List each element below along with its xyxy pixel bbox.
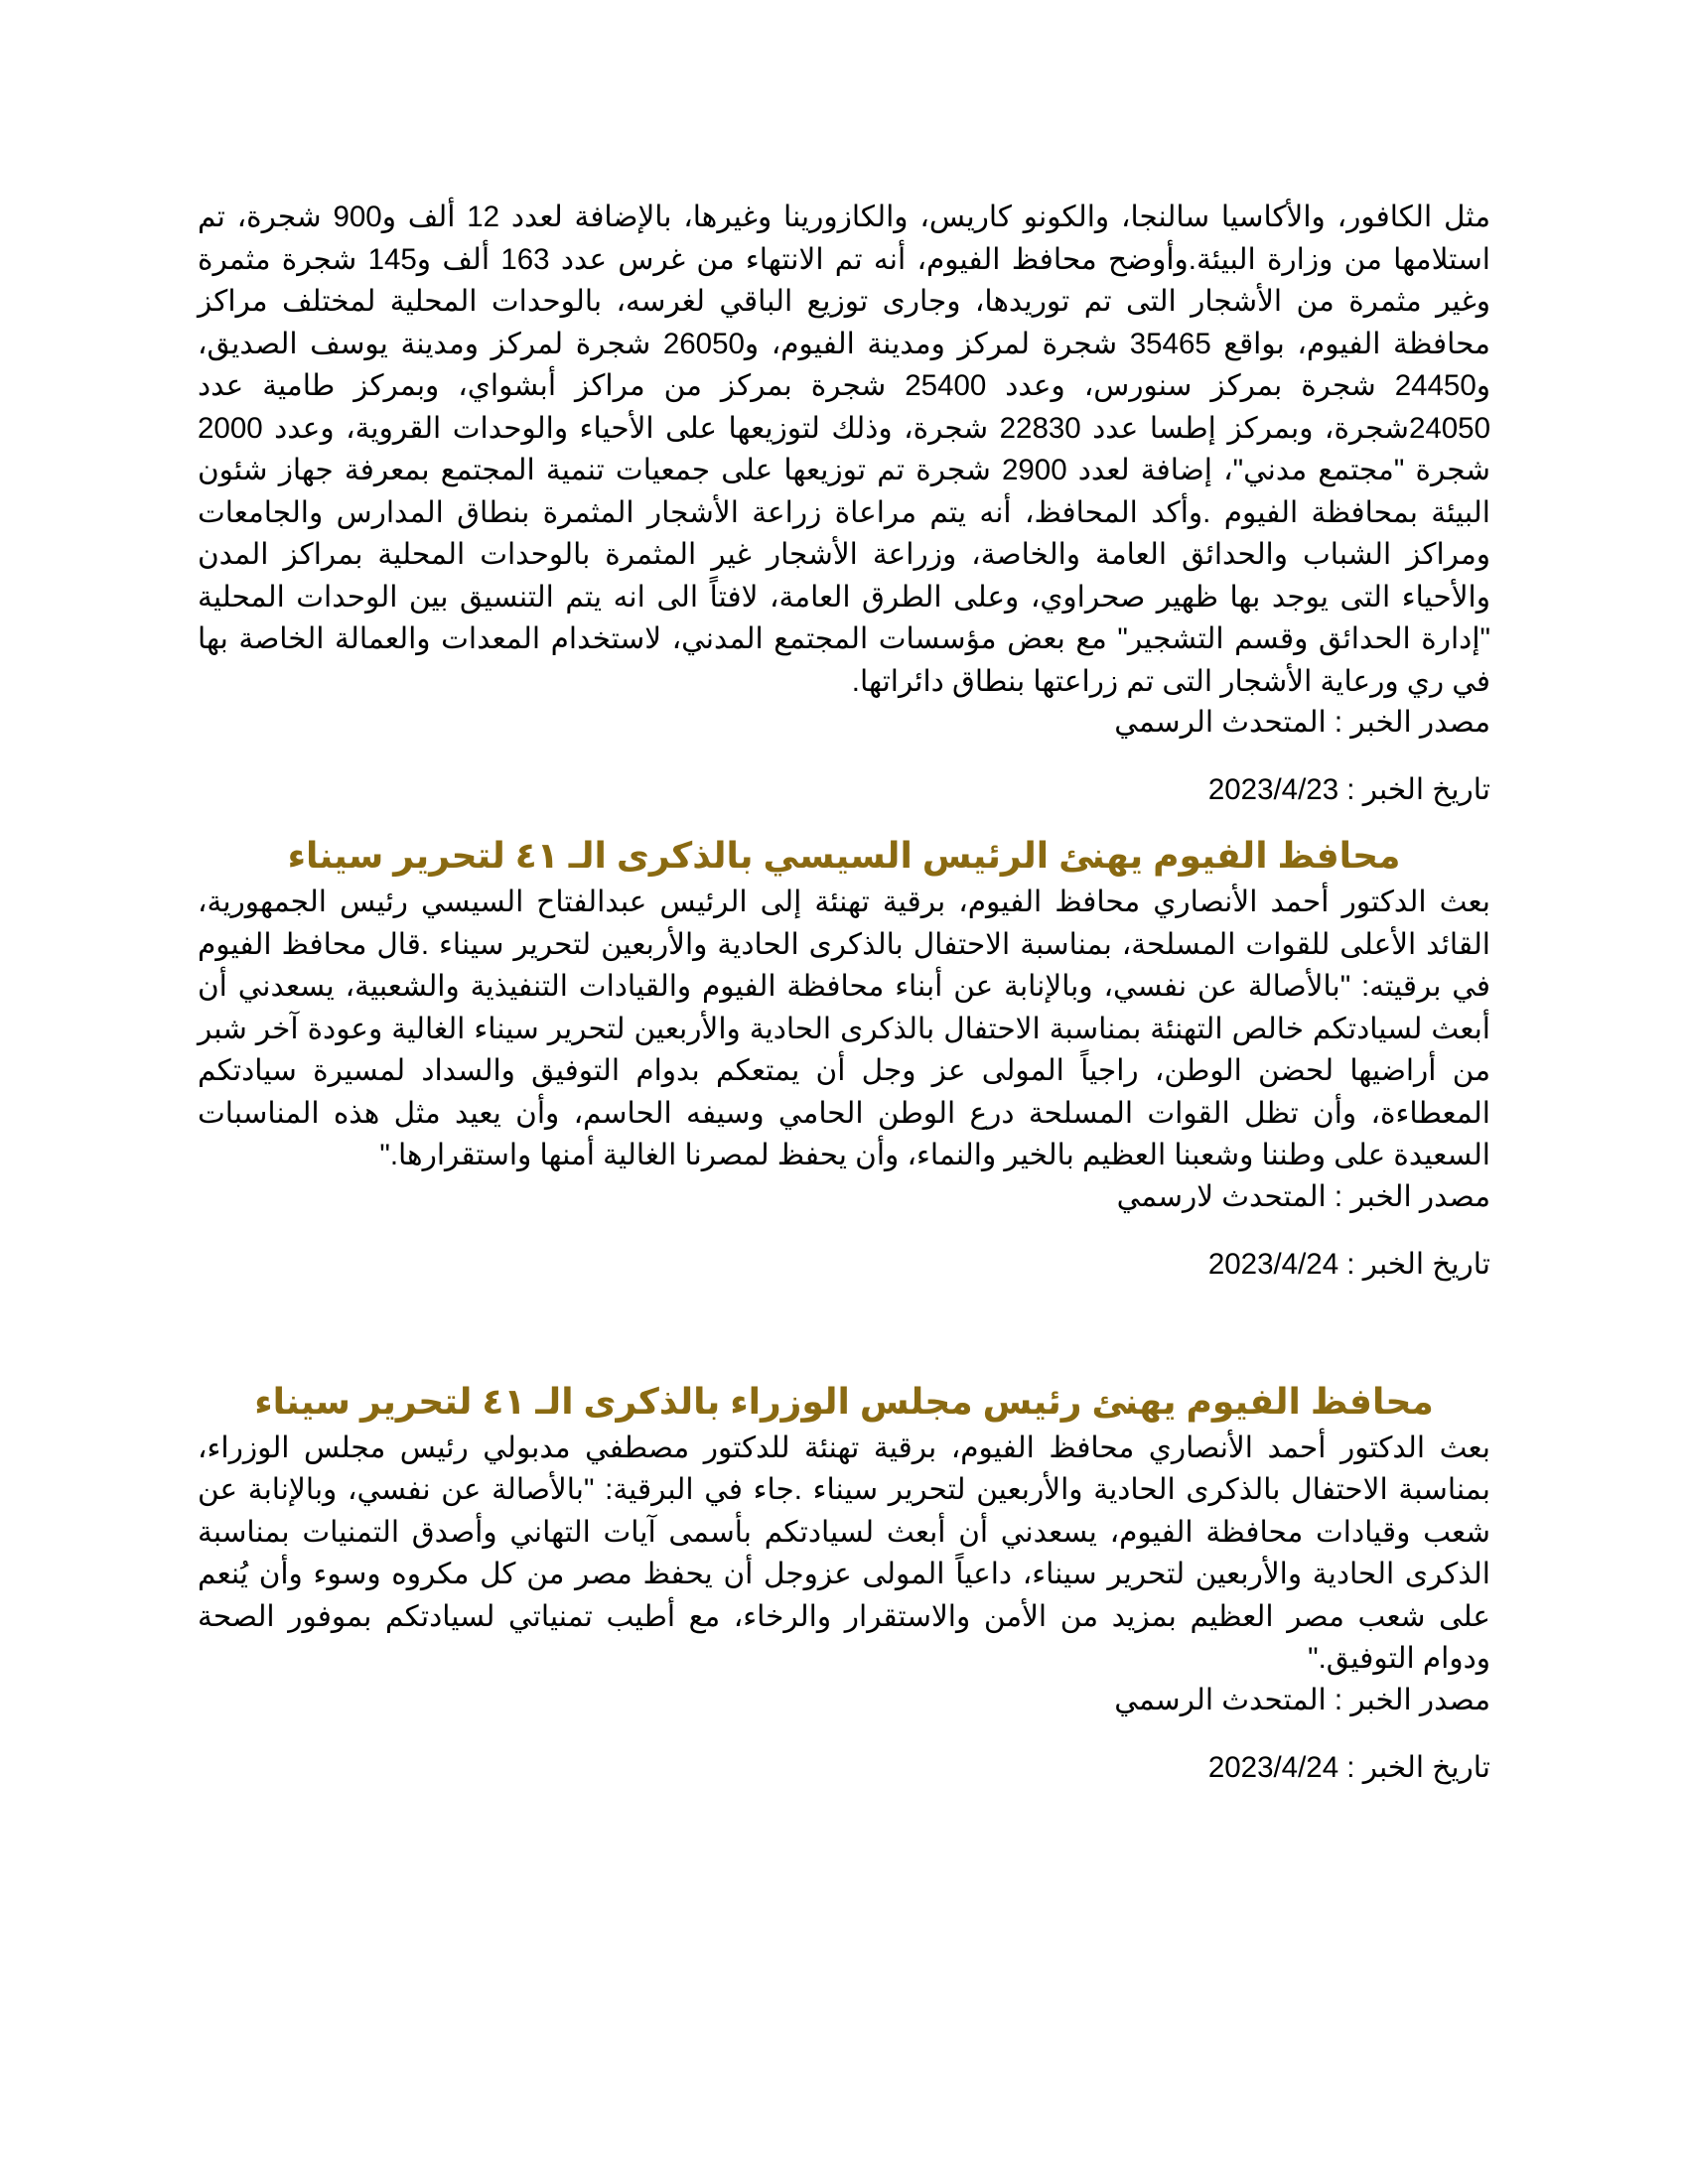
news-date: تاريخ الخبر : 2023/4/24 — [1207, 1247, 1490, 1281]
news-date: تاريخ الخبر : 2023/4/23 — [1207, 773, 1490, 806]
article-body: مثل الكافور، والأكاسيا سالنجا، والكونو كاريس، والكازورينا وغيرها، بالإضافة لعدد 12 ألف و900 شجرة، تم استلامها من وزارة البيئة.وأوضح محافظ الفيوم، أنه تم الانتهاء من غرس عدد 163 ألف و145 شجرة مثمرة وغير مثمرة من الأشجار التى تم توريدها، وجارى توزيع الباقي لغرسه، بالوحدات المحلية لمختلف مراكز محافظة الفيوم، بواقع 35465 شجرة لمركز ومدينة الفيوم، و26050 شجرة لمركز ومدينة يوسف الصديق، و24450 شجرة بمركز سنورس، وعدد 25400 شجرة بمركز من مراكز أبشواي، وبمركز طامية عدد 24050شجرة، وبمركز إطسا عدد 22830 شجرة، وذلك لتوزيعها على الأحياء والوحدات القروية، وعدد 2000 شجرة "مجتمع مدني"، إضافة لعدد 2900 شجرة تم توزيعها على جمعيات تنمية المجتمع بمعرفة جهاز شئون البيئة بمحافظة الفيوم .وأكد المحافظ، أنه يتم مراعاة زراعة الأشجار المثمرة بنطاق المدارس والجامعات ومراكز الشباب والحدائق العامة والخاصة، وزراعة الأشجار غير المثمرة بالوحدات المحلية بمراكز المدن والأحياء التى يوجد بها ظهير صحراوي، وعلى الطرق العامة، لافتاً الى انه يتم التنسيق بين الوحدات المحلية "إدارة الحدائق وقسم التشجير" مع بعض مؤسسات المجتمع المدني، لاستخدام المعدات والعمالة الخاصة بها في ري ورعاية الأشجار التى تم زراعتها بنطاق دائراتها. — [198, 201, 1491, 698]
article-headline: محافظ الفيوم يهنئ رئيس مجلس الوزراء بالذكرى الـ ٤١ لتحرير سيناء — [254, 1380, 1434, 1422]
news-source: مصدر الخبر : المتحدث الرسمي — [1114, 706, 1490, 739]
article-body: بعث الدكتور أحمد الأنصاري محافظ الفيوم، برقية تهنئة إلى الرئيس عبدالفتاح السيسي رئيس الجمهورية، القائد الأعلى للقوات المسلحة، بمناسبة الاحتفال بالذكرى الحادية والأربعين لتحرير سيناء .قال محافظ الفيوم في برقيته: "بالأصالة عن نفسي، وبالإنابة عن أبناء محافظة الفيوم والقيادات التنفيذية والشعبية، يسعدني أن أبعث لسيادتكم خالص التهنئة بمناسبة الاحتفال بالذكرى الحادية والأربعين لتحرير سيناء الغالية وعودة آخر شبر من أراضيها لحضن الوطن، راجياً المولى عز وجل أن يمتعكم بدوام التوفيق والسداد لمسيرة سيادتكم المعطاءة، وأن تظل القوات المسلحة درع الوطن الحامي وسيفه الحاسم، وأن يعيد مثل هذه المناسبات السعيدة على وطننا وشعبنا العظيم بالخير والنماء، وأن يحفظ لمصرنا الغالية أمنها واستقرارها." — [198, 886, 1490, 1171]
news-date: تاريخ الخبر : 2023/4/24 — [1207, 1750, 1490, 1784]
news-item-continuation — [198, 197, 1490, 810]
news-item — [198, 830, 1490, 1285]
news-source: مصدر الخبر : المتحدث لارسمي — [1116, 1179, 1490, 1213]
news-item — [198, 1376, 1490, 1788]
article-headline: محافظ الفيوم يهنئ الرئيس السيسي بالذكرى الـ ٤١ لتحرير سيناء — [287, 835, 1401, 876]
article-body: بعث الدكتور أحمد الأنصاري محافظ الفيوم، برقية تهنئة للدكتور مصطفي مدبولي رئيس مجلس الوزراء، بمناسبة الاحتفال بالذكرى الحادية والأربعين لتحرير سيناء .جاء في البرقية: "بالأصالة عن نفسي، وبالإنابة عن شعب وقيادات محافظة الفيوم، يسعدني أن أبعث لسيادتكم بأسمى آيات التهاني وأصدق التمنيات بمناسبة الذكرى الحادية والأربعين لتحرير سيناء، داعياً المولى عزوجل أن يحفظ مصر من كل مكروه وسوء وأن يُنعم على شعب مصر العظيم بمزيد من الأمن والاستقرار والرخاء، مع أطيب تمنياتي لسيادتكم بموفور الصحة ودوام التوفيق." — [198, 1431, 1490, 1675]
news-source: مصدر الخبر : المتحدث الرسمي — [1114, 1683, 1490, 1716]
